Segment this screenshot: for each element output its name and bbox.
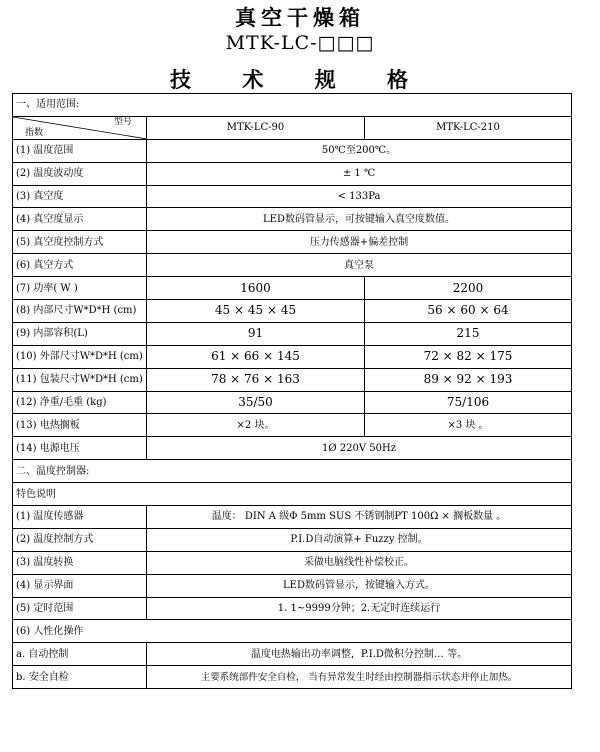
row-label: (7) 功率( W ) (13, 277, 147, 300)
table-row (13, 322, 572, 345)
table-row (13, 574, 572, 597)
row-label: (1) 温度范围 (13, 139, 147, 162)
table-row (13, 345, 572, 368)
page-subtitle: 技 术 规 格 (170, 67, 430, 92)
row-value: 1. 1~9999分钟；2.无定时连续运行 (147, 597, 572, 620)
row-value: LED数码管显示，可按键输入真空度数值。 (147, 208, 572, 231)
row-label: (2) 温度波动度 (13, 162, 147, 185)
value-model-a: 61 × 66 × 145 (147, 345, 365, 368)
table-row (13, 666, 572, 689)
header-model-label: 型号 (113, 116, 132, 127)
model-title: MTK-LC-□□□ (225, 32, 375, 54)
table-row (13, 597, 572, 620)
row-value: 温度： DIN A 级Φ 5mm SUS 不锈钢制PT 100Ω × 搁板数量 。 (147, 506, 572, 529)
table-row (13, 231, 572, 254)
row-value: LED数码管显示，按键输入方式。 (147, 574, 572, 597)
table-row (13, 162, 572, 185)
value-model-b: 56 × 60 × 64 (365, 300, 572, 323)
row-value: 真空泵 (147, 254, 572, 277)
row-label: (5) 真空度控制方式 (13, 231, 147, 254)
header-model-b: MTK-LC-210 (365, 116, 572, 139)
value-model-b: ×3 块 。 (365, 414, 572, 437)
row-label: (5) 定时范围 (13, 597, 147, 620)
value-model-a: 35/50 (147, 391, 365, 414)
value-model-a: 91 (147, 322, 365, 345)
table-row (13, 460, 572, 483)
value-model-b: 75/106 (365, 391, 572, 414)
row-label: (2) 温度控制方式 (13, 528, 147, 551)
row-label: b. 安全自检 (13, 666, 147, 689)
row-label: (6) 真空方式 (13, 254, 147, 277)
page-title: 真空干燥箱 (235, 5, 365, 30)
value-model-b: 89 × 92 × 193 (365, 368, 572, 391)
section-controller: 二、温度控制器: (13, 460, 572, 483)
row-label: (9) 内部容积(L) (13, 322, 147, 345)
table-row (13, 620, 572, 643)
value-model-a: 1600 (147, 277, 365, 300)
table-row (13, 208, 572, 231)
value-model-a: ×2 块。 (147, 414, 365, 437)
row-label: (13) 电热搁板 (13, 414, 147, 437)
value-model-b: 215 (365, 322, 572, 345)
header-corner-cell (13, 116, 147, 139)
row-label: (4) 真空度显示 (13, 208, 147, 231)
row-value: ± 1 ℃ (147, 162, 572, 185)
header-param-label: 指数 (25, 127, 44, 138)
value-model-a: 45 × 45 × 45 (147, 300, 365, 323)
row-value: P.I.D自动演算+ Fuzzy 控制。 (147, 528, 572, 551)
table-row (13, 368, 572, 391)
row-value: 主要系统部件安全自检， 当有异常发生时经由控制器指示状态并停止加热。 (147, 666, 572, 689)
table-row (13, 391, 572, 414)
value-model-a: 78 × 76 × 163 (147, 368, 365, 391)
table-row (13, 528, 572, 551)
row-label: a. 自动控制 (13, 643, 147, 666)
table-row (13, 94, 572, 117)
row-value: 压力传感器+偏差控制 (147, 231, 572, 254)
row-label: (3) 温度转换 (13, 551, 147, 574)
section-features: 特色说明 (13, 483, 572, 506)
row-value: 采做电脑线性补偿校正。 (147, 551, 572, 574)
row-value: 1Ø 220V 50Hz (147, 437, 572, 460)
header-model-a: MTK-LC-90 (147, 116, 365, 139)
row-label: (1) 温度传感器 (13, 506, 147, 529)
table-row (13, 139, 572, 162)
row-label: (10) 外部尺寸W*D*H (cm) (13, 345, 147, 368)
table-row (13, 506, 572, 529)
row-value: < 133Pa (147, 185, 572, 208)
row-label: (4) 显示界面 (13, 574, 147, 597)
row-value: 温度电热输出功率调整，P.I.D微积分控制… 等。 (147, 643, 572, 666)
row-label: (3) 真空度 (13, 185, 147, 208)
table-row (13, 437, 572, 460)
row-label: (12) 净重/毛重 (kg) (13, 391, 147, 414)
row-label: (8) 内部尺寸W*D*H (cm) (13, 300, 147, 323)
table-row (13, 254, 572, 277)
table-row (13, 300, 572, 323)
row-label: (6) 人性化操作 (13, 620, 572, 643)
table-row (13, 643, 572, 666)
value-model-b: 72 × 82 × 175 (365, 345, 572, 368)
table-row (13, 483, 572, 506)
spec-table (12, 93, 572, 689)
row-value: 50℃至200℃。 (147, 139, 572, 162)
value-model-b: 2200 (365, 277, 572, 300)
table-row (13, 414, 572, 437)
section-scope: 一、适用范围: (13, 94, 572, 117)
table-row (13, 551, 572, 574)
row-label: (14) 电源电压 (13, 437, 147, 460)
table-row (13, 116, 572, 139)
row-label: (11) 包装尺寸W*D*H (cm) (13, 368, 147, 391)
table-row (13, 277, 572, 300)
table-row (13, 185, 572, 208)
